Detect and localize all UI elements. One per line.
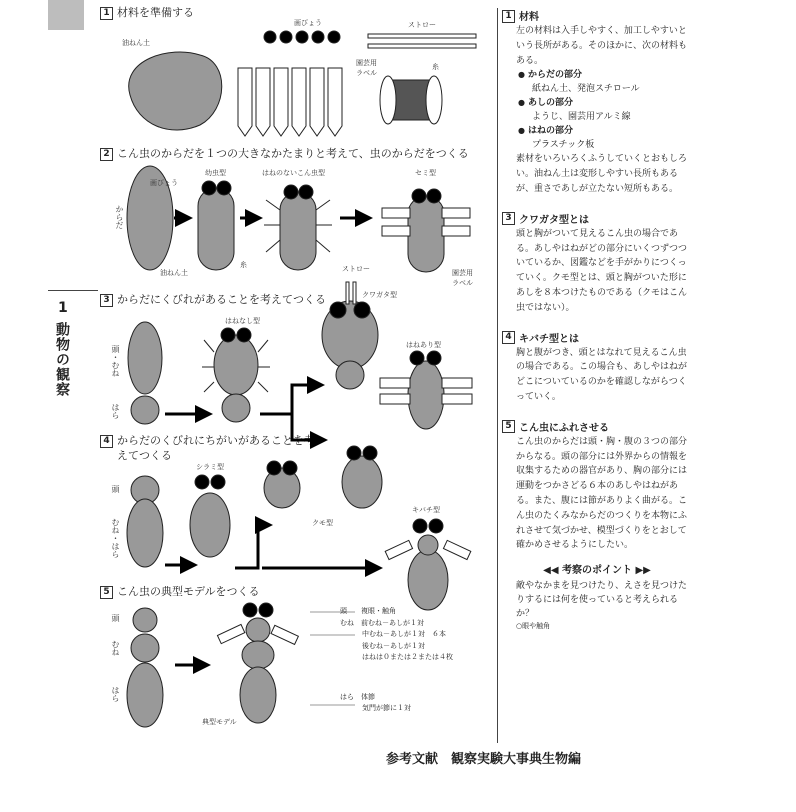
label-thread2: 糸 bbox=[240, 261, 247, 269]
leg-table-row: むね 前むね－あしが１対 bbox=[340, 618, 424, 627]
note-text: こん虫のからだは頭・胸・腹の３つの部分からなる。頭の部分には外界からの情報を収集するための器官があり、胸の部分には運動をつかさどる６本のあしやはねがある。また、腹には節がありよく曲がる。こん虫のたくみなからだのつくりを本物にふれさせて気づかせ、模型づくりをとおして確かめさせるようにしたい。 bbox=[516, 436, 688, 551]
label-abd5: はら bbox=[111, 686, 120, 702]
label-abdomen: はら bbox=[111, 403, 120, 419]
bullet-sub: 紙ねん土、発泡スチロール bbox=[532, 84, 640, 95]
note-materials bbox=[502, 8, 692, 197]
section-number: 4 bbox=[100, 435, 113, 448]
note-number: 4 bbox=[502, 331, 515, 344]
point-title: ◀◀ 考察のポイント ▶▶ bbox=[543, 565, 651, 577]
label-wingless: はねのないこん虫型 bbox=[262, 169, 325, 177]
bullet-sub: プラスチック板 bbox=[532, 140, 595, 151]
label-cicada: セミ型 bbox=[415, 169, 436, 177]
point-question: 敵やなかまを見つけたり、えさを見つけたりするには何を使っていると考えられるか？ bbox=[516, 581, 688, 620]
label-springtail: シラミ型 bbox=[196, 463, 224, 471]
label-clay2: 油ねん土 bbox=[160, 269, 188, 277]
label-label2: 園芸用ラベル bbox=[452, 269, 473, 287]
note-title bbox=[502, 211, 692, 226]
leg-table-row: 中むね－あしが１対 ６本 bbox=[362, 630, 446, 638]
label-chest5: むね bbox=[111, 640, 120, 656]
leg-table-row: 気門が節に１対 bbox=[362, 704, 411, 712]
note-number: 3 bbox=[502, 212, 515, 225]
typical-model bbox=[240, 667, 276, 723]
note-touch bbox=[502, 419, 692, 553]
note-title-text: 材料 bbox=[519, 12, 539, 23]
section-number: 2 bbox=[100, 148, 113, 161]
label-typical: 典型モデル bbox=[202, 718, 237, 726]
clay-lump bbox=[129, 52, 222, 130]
label-straw2: ストロー bbox=[342, 265, 370, 273]
reference: 参考文献 観察実験大事典生物編 bbox=[386, 752, 582, 767]
note-text: 素材をいろいろくふうしていくとおもしろい。油ねん土は変形しやすい長所もあるが、重さであしが立たない短所もある。 bbox=[516, 154, 688, 194]
note-title bbox=[502, 419, 692, 434]
leg-table-row: はら 体節 bbox=[340, 692, 375, 701]
label-chest-abd: むね・はら bbox=[111, 518, 120, 558]
chapter-title: 動物の観察 bbox=[54, 322, 70, 397]
label-pins2: 画びょう bbox=[150, 179, 178, 187]
section-number: 3 bbox=[100, 294, 113, 307]
label-winged: はねあり型 bbox=[406, 341, 441, 349]
bullet-head: ● からだの部分 bbox=[518, 68, 692, 82]
winged-model bbox=[408, 361, 444, 429]
note-number: 5 bbox=[502, 420, 515, 433]
section-number: 5 bbox=[100, 586, 113, 599]
point-title-text: 考察のポイント bbox=[562, 565, 632, 577]
bullet-head: ● あしの部分 bbox=[518, 96, 692, 110]
bullet-head: ● はねの部分 bbox=[518, 124, 692, 138]
larva-model bbox=[198, 188, 234, 270]
wingless-model bbox=[280, 192, 316, 270]
note-title-text: キバチ型とは bbox=[519, 333, 579, 345]
section-title-text: こん虫のからだを１つの大きなかたまりと考えて、虫のからだをつくる bbox=[117, 147, 469, 160]
label-nowing: はねなし型 bbox=[225, 317, 260, 325]
section-title-text: 材料を準備する bbox=[117, 6, 194, 19]
note-text: 胸と腹がつき、頭とはなれて見えるこん虫の場合である。この場合も、あしやはねがどこについているのかを確認しながらつくっていく。 bbox=[516, 347, 688, 402]
pushpins bbox=[264, 31, 340, 43]
note-title bbox=[502, 330, 692, 345]
label-plastic: 園芸用ラベル bbox=[356, 59, 377, 77]
label-stag: クワガタ型 bbox=[362, 291, 397, 299]
note-title bbox=[502, 8, 692, 23]
section-title-text: からだのくびれにちがいがあることを考えてつくる bbox=[117, 434, 315, 462]
label-thread: 糸 bbox=[432, 63, 439, 71]
chapter-number: 1 bbox=[58, 300, 68, 316]
label-body: からだ bbox=[115, 205, 124, 229]
kibachi-model bbox=[408, 550, 448, 610]
leg-table-row: 後むね－あしが１対 bbox=[362, 641, 425, 650]
label-clay: 油ねん土 bbox=[122, 39, 150, 47]
label-head-chest: 頭・むね bbox=[111, 345, 120, 377]
leg-table-row: はねは０または２または４枚 bbox=[362, 653, 453, 661]
cicada-model bbox=[408, 196, 444, 272]
label-kibachi: キバチ型 bbox=[412, 506, 440, 514]
section-title-text: こん虫の典型モデルをつくる bbox=[117, 585, 260, 598]
leg-table bbox=[340, 606, 453, 715]
notes-column bbox=[502, 8, 692, 631]
note-text: 頭と胸がついて見えるこん虫の場合である。あしやはねがどの部分にいくつずつついているか、図鑑などを手がかりにつくっていく。クモ型とは、頭と胸がついた形にあしを８本つけたものである（クモはこん虫ではない）。 bbox=[516, 228, 688, 313]
label-larva: 幼虫型 bbox=[205, 169, 226, 177]
column-divider bbox=[497, 8, 498, 743]
plastic-labels bbox=[238, 68, 342, 136]
section-number: 1 bbox=[100, 7, 113, 20]
note-title-text: クワガタ型とは bbox=[519, 214, 589, 226]
note-text: 左の材料は入手しやすく、加工しやすいという長所がある。そのほかに、次の材料もある。 bbox=[516, 26, 688, 66]
label-spider: クモ型 bbox=[312, 519, 333, 527]
note-kibachi bbox=[502, 330, 692, 405]
bullet-sub: ようじ、園芸用アルミ線 bbox=[532, 112, 631, 123]
note-number: 1 bbox=[502, 10, 515, 23]
leg-table-row: 頭 複眼・触角 bbox=[340, 607, 396, 615]
section-title-text: からだにくびれがあることを考えてつくる bbox=[117, 293, 326, 306]
thread-spool bbox=[380, 76, 442, 124]
note-stag bbox=[502, 211, 692, 316]
point-note: ○眼や触角 bbox=[516, 622, 551, 631]
label-head: 頭 bbox=[111, 485, 120, 493]
label-head5: 頭 bbox=[111, 614, 120, 622]
note-title-text: こん虫にふれさせる bbox=[519, 422, 609, 434]
straws bbox=[368, 34, 476, 48]
label-pins: 画びょう bbox=[294, 19, 322, 27]
label-straw: ストロー bbox=[408, 21, 436, 29]
